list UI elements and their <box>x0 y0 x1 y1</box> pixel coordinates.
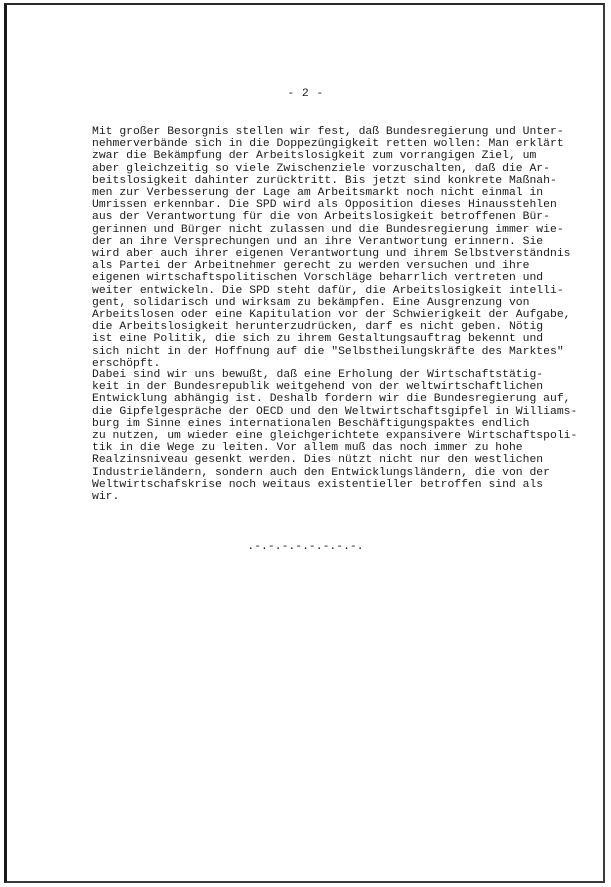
text-line: Entwicklung abhängig ist. Deshalb fordern wir die Bundesregierung auf, <box>92 393 571 406</box>
paragraph-2 <box>92 369 577 503</box>
text-line: erschöpft. <box>92 357 161 370</box>
text-line: Dabei sind wir uns bewußt, daß eine Erholung der Wirtschaftstätig- <box>92 369 544 381</box>
text-line: gent, solidarisch und wirksam zu bekämpfen. Eine Ausgrenzung von <box>92 296 530 309</box>
text-line: zwar die Bekämpfung der Arbeitslosigkeit zum vorrangigen Ziel, um <box>92 150 537 163</box>
text-line: wird aber auch ihrer eigenen Verantwortung und ihrem Selbstverständnis <box>92 248 571 261</box>
text-line: Arbeitslosen oder eine Kapitulation vor der Schwierigkeit der Aufgabe, <box>92 309 571 322</box>
text-line: die Arbeitslosigkeit herunterzudrücken, darf es nicht geben. Nötig <box>92 321 544 334</box>
text-line: Umrissen erkennbar. Die SPD wird als Opposition dieses Hinausstehlen <box>92 199 557 212</box>
text-line: Mit großer Besorgnis stellen wir fest, daß Bundesregierung und Unter- <box>92 126 564 138</box>
text-line: ist eine Politik, die sich zu ihrem Gestaltungsauftrag bekennt und <box>92 333 544 346</box>
text-line: aus der Verantwortung für die von Arbeitslosigkeit betroffenen Bür- <box>92 211 550 224</box>
end-of-section-mark: .-.-.-.-.-.-.-.-. <box>247 541 364 553</box>
text-line: keit in der Bundesrepublik weitgehend von der weltwirtschaftlichen <box>92 381 544 394</box>
text-line: burg im Sinne eines internationalen Beschäftigungspaktes endlich <box>92 417 530 430</box>
text-line: gerinnen und Bürger nicht zulassen und die Bundesregierung immer wie- <box>92 223 564 236</box>
text-line: zu nutzen, um wieder eine gleichgerichtete expansivere Wirtschaftspoli- <box>92 430 578 443</box>
text-line: als Partei der Arbeitnehmer gerecht zu werden versuchen und ihre <box>92 260 530 273</box>
text-line: nehmerverbände sich in die Doppezüngigkeit retten wollen: Man erklärt <box>92 138 564 151</box>
text-line: Weltwirtschafskrise noch weitaus existentieller betroffen sind als <box>92 478 544 491</box>
text-line: eigenen wirtschaftspolitischen Vorschläge beharrlich vertreten und <box>92 272 544 285</box>
text-line: men zur Verbesserung der Lage am Arbeitsmarkt noch nicht einmal in <box>92 187 544 200</box>
text-line: aber gleichzeitig so viele Zwischenziele vorzuschalten, daß die Ar- <box>92 162 550 175</box>
text-line: wir. <box>92 491 120 504</box>
text-line: weiter entwickeln. Die SPD steht dafür, die Arbeitslosigkeit intelli- <box>92 284 564 297</box>
paragraph-1 <box>92 126 571 370</box>
page-number: - 2 - <box>287 88 324 100</box>
text-line: die Gipfelgespräche der OECD und den Weltwirtschaftsgipfel in Williams- <box>92 405 578 418</box>
text-line: beitslosigkeit dahinter zurücktritt. Bis jetzt sind konkrete Maßnah- <box>92 174 557 187</box>
text-line: tik in die Wege zu leiten. Vor allem muß das noch immer zu hohe <box>92 442 523 455</box>
text-line: Realzinsniveau gesenkt werden. Dies nützt nicht nur den westlichen <box>92 454 544 467</box>
text-line: sich nicht in der Hoffnung auf die "Selbstheilungskräfte des Marktes" <box>92 345 564 358</box>
text-line: Industrieländern, sondern auch den Entwicklungsländern, die von der <box>92 466 550 479</box>
text-line: der an ihre Versprechungen und an ihre Verantwortung erinnern. Sie <box>92 235 544 248</box>
